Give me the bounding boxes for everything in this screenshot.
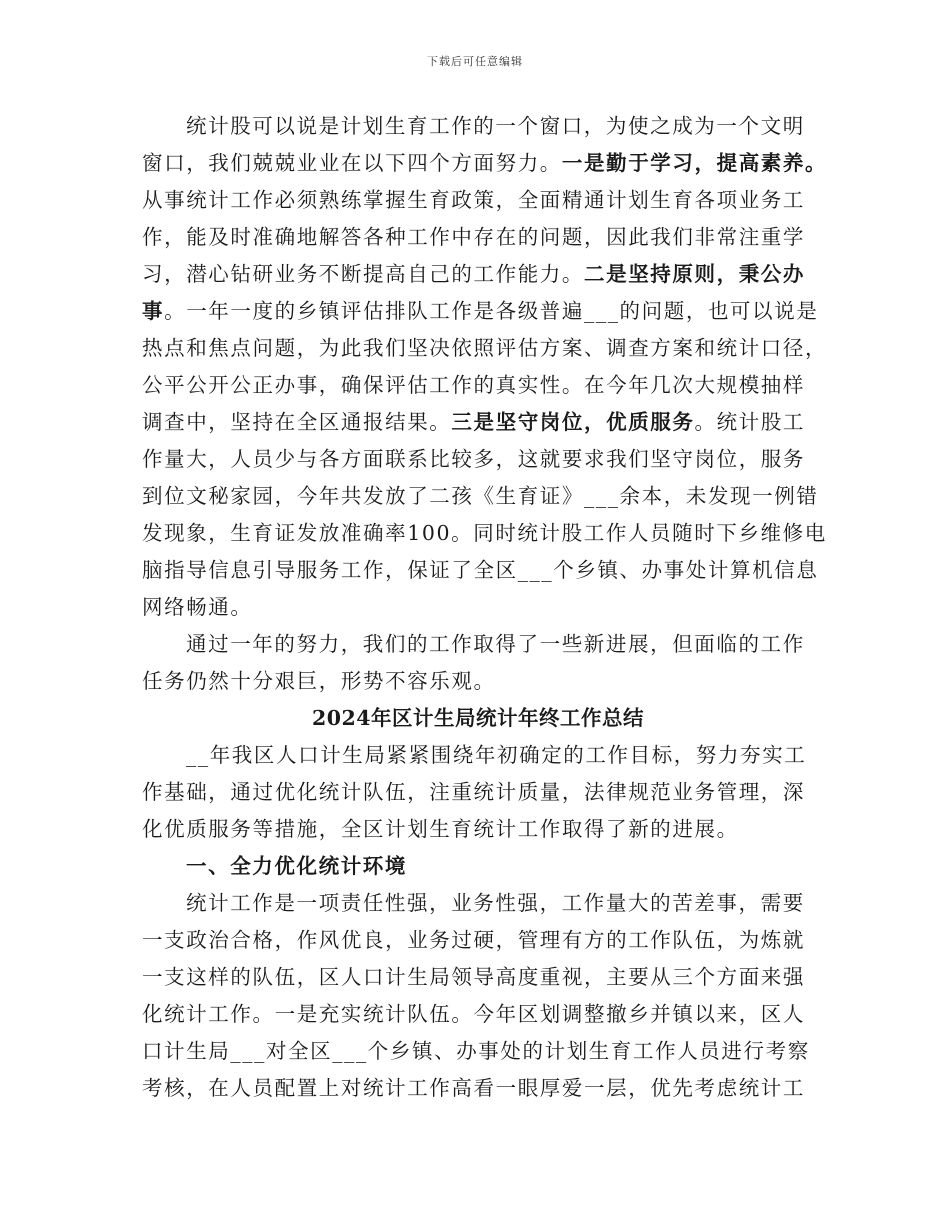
bold-point-1: 一是勤于学习，提高素养。 [561, 151, 828, 175]
bold-point-3: 三是坚守岗位，优质服务 [451, 410, 695, 434]
text-line: 作，能及时准确地解答各种工作中存在的问题，因此我们非常注重学 [142, 225, 805, 249]
section-heading-1: 一、全力优化统计环境 [186, 854, 407, 878]
text-line: 从事统计工作必须熟练掌握生育政策，全面精通计划生育各项业务工 [142, 188, 805, 212]
text-line: 化统计工作。一是充实统计队伍。今年区划调整撤乡并镇以来，区人 [142, 1002, 805, 1026]
text-line: 统计股可以说是计划生育工作的一个窗口，为使之成为一个文明 [186, 114, 805, 138]
bold-point-2-end: 事 [142, 299, 165, 323]
text-line: 作基础，通过优化统计队伍，注重统计质量，法律规范业务管理，深 [142, 780, 805, 804]
text-line: 作量大，人员少与各方面联系比较多，这就要求我们坚守岗位，服务 [142, 447, 805, 471]
bold-point-2: 二是坚持原则，秉公办 [584, 262, 805, 286]
text-line: 公平公开公正办事，确保评估工作的真实性。在今年几次大规模抽样 [142, 373, 805, 397]
text-line [142, 145, 828, 182]
paragraph-progress [142, 626, 814, 700]
text-line: 网络畅通。 [142, 595, 253, 619]
text-line: 脑指导信息引导服务工作，保证了全区___个乡镇、办事处计算机信息 [142, 558, 819, 582]
text-run: 习，潜心钻研业务不断提高自己的工作能力。 [142, 262, 584, 286]
text-line: 任务仍然十分艰巨，形势不容乐观。 [142, 669, 496, 693]
page-header: 下载后可任意编辑 [427, 55, 523, 68]
text-run: 。一年一度的乡镇评估排队工作是各级普遍___的问题，也可以说是 [164, 299, 819, 323]
text-line: 热点和焦点问题，为此我们坚决依照评估方案、调查方案和统计口径， [142, 336, 828, 360]
paragraph-environment [142, 885, 814, 1107]
text-line: 发现象，生育证发放准确率100。同时统计股工作人员随时下乡维修电 [142, 521, 827, 545]
text-line [142, 293, 819, 330]
text-run: 窗口，我们兢兢业业在以下四个方面努力。 [142, 151, 562, 175]
text-line [142, 404, 814, 441]
text-run: 。统计股工 [694, 410, 806, 434]
text-line: 一支这样的队伍，区人口计生局领导高度重视，主要从三个方面来强 [142, 965, 805, 989]
document-body [142, 108, 828, 1107]
text-line: 统计工作是一项责任性强，业务性强，工作量大的苦差事，需要 [186, 891, 805, 915]
text-line: 一支政治合格，作风优良，业务过硬，管理有方的工作队伍，为炼就 [142, 928, 805, 952]
text-line: 通过一年的努力，我们的工作取得了一些新进展，但面临的工作 [186, 632, 805, 656]
text-line: 到位文秘家园，今年共发放了二孩《生育证》___余本，未发现一例错 [142, 484, 819, 508]
text-line: 考核，在人员配置上对统计工作高看一眼厚爱一层，优先考虑统计工 [142, 1076, 805, 1100]
text-line: __年我区人口计生局紧紧围绕年初确定的工作目标，努力夯实工 [186, 743, 807, 767]
document-title: 2024年区计生局统计年终工作总结 [311, 706, 645, 730]
paragraph-statistics-window [142, 108, 828, 626]
paragraph-intro [142, 737, 814, 848]
text-run: 调查中，坚持在全区通报结果。 [142, 410, 452, 434]
text-line: 化优质服务等措施，全区计划生育统计工作取得了新的进展。 [142, 817, 739, 841]
text-line [142, 256, 814, 293]
text-line: 口计生局___对全区___个乡镇、办事处的计划生育工作人员进行考察 [142, 1039, 810, 1063]
